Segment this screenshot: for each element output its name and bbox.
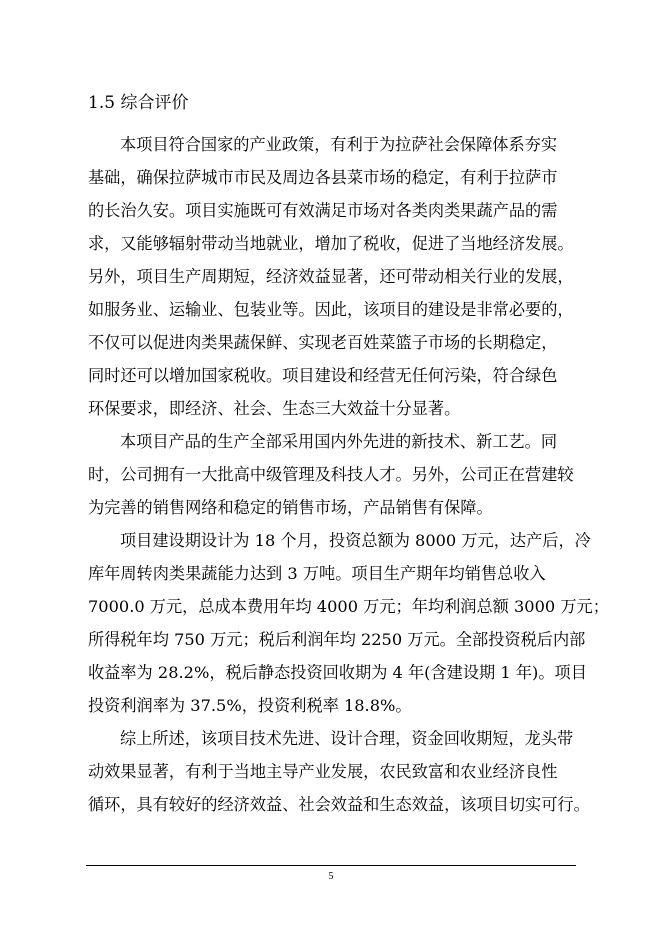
- paragraph-conclusion: [88, 722, 590, 821]
- paragraph-technology: [88, 425, 576, 524]
- paragraph-line: 项目建设期设计为 18 个月，投资总额为 8000 万元，达产后，冷: [120, 531, 591, 550]
- paragraph-line: 时，公司拥有一大批高中级管理及科技人才。另外，公司正在营建较: [88, 465, 574, 484]
- paragraph-line: 的长治久安。项目实施既可有效满足市场对各类肉类果蔬产品的需: [88, 201, 558, 220]
- paragraph-line: 投资利润率为 37.5%，投资利税率 18.8%。: [88, 696, 412, 715]
- paragraph-summary: [88, 128, 576, 425]
- paragraph-finance: [88, 524, 609, 722]
- paragraph-line: 如服务业、运输业、包装业等。因此，该项目的建设是非常必要的，: [88, 300, 574, 319]
- paragraph-line: 不仅可以促进肉类果蔬保鲜、实现老百姓菜篮子市场的长期稳定，: [88, 333, 558, 352]
- page-number: 5: [328, 871, 334, 882]
- paragraph-line: 收益率为 28.2%，税后静态投资回收期为 4 年(含建设期 1 年)。项目: [88, 663, 587, 682]
- paragraph-line: 动效果显著，有利于当地主导产业发展，农民致富和农业经济良性: [88, 762, 558, 781]
- paragraph-line: 求，又能够辐射带动当地就业，增加了税收，促进了当地经济发展。: [88, 234, 574, 253]
- section-heading: 1.5 综合评价: [88, 93, 189, 113]
- paragraph-line: 本项目符合国家的产业政策，有利于为拉萨社会保障体系夯实: [120, 135, 558, 154]
- footer-divider: [86, 865, 576, 866]
- paragraph-line: 同时还可以增加国家税收。项目建设和经营无任何污染，符合绿色: [88, 366, 558, 385]
- paragraph-line: 库年周转肉类果蔬能力达到 3 万吨。项目生产期年均销售总收入: [88, 564, 546, 583]
- paragraph-line: 所得税年均 750 万元；税后利润年均 2250 万元。全部投资税后内部: [88, 630, 586, 649]
- paragraph-line: 环保要求，即经济、社会、生态三大效益十分显著。: [88, 399, 461, 418]
- paragraph-line: 7000.0 万元，总成本费用年均 4000 万元；年均利润总额 3000 万元；: [88, 597, 609, 616]
- body-text: [88, 128, 609, 821]
- paragraph-line: 循环，具有较好的经济效益、社会效益和生态效益，该项目切实可行。: [88, 795, 590, 814]
- paragraph-line: 综上所述，该项目技术先进、设计合理，资金回收期短，龙头带: [120, 729, 574, 748]
- paragraph-line: 另外，项目生产周期短，经济效益显著，还可带动相关行业的发展，: [88, 267, 574, 286]
- paragraph-line: 本项目产品的生产全部采用国内外先进的新技术、新工艺。同: [120, 432, 558, 451]
- paragraph-line: 为完善的销售网络和稳定的销售市场，产品销售有保障。: [88, 498, 493, 517]
- paragraph-line: 基础，确保拉萨城市市民及周边各县菜市场的稳定，有利于拉萨市: [88, 168, 558, 187]
